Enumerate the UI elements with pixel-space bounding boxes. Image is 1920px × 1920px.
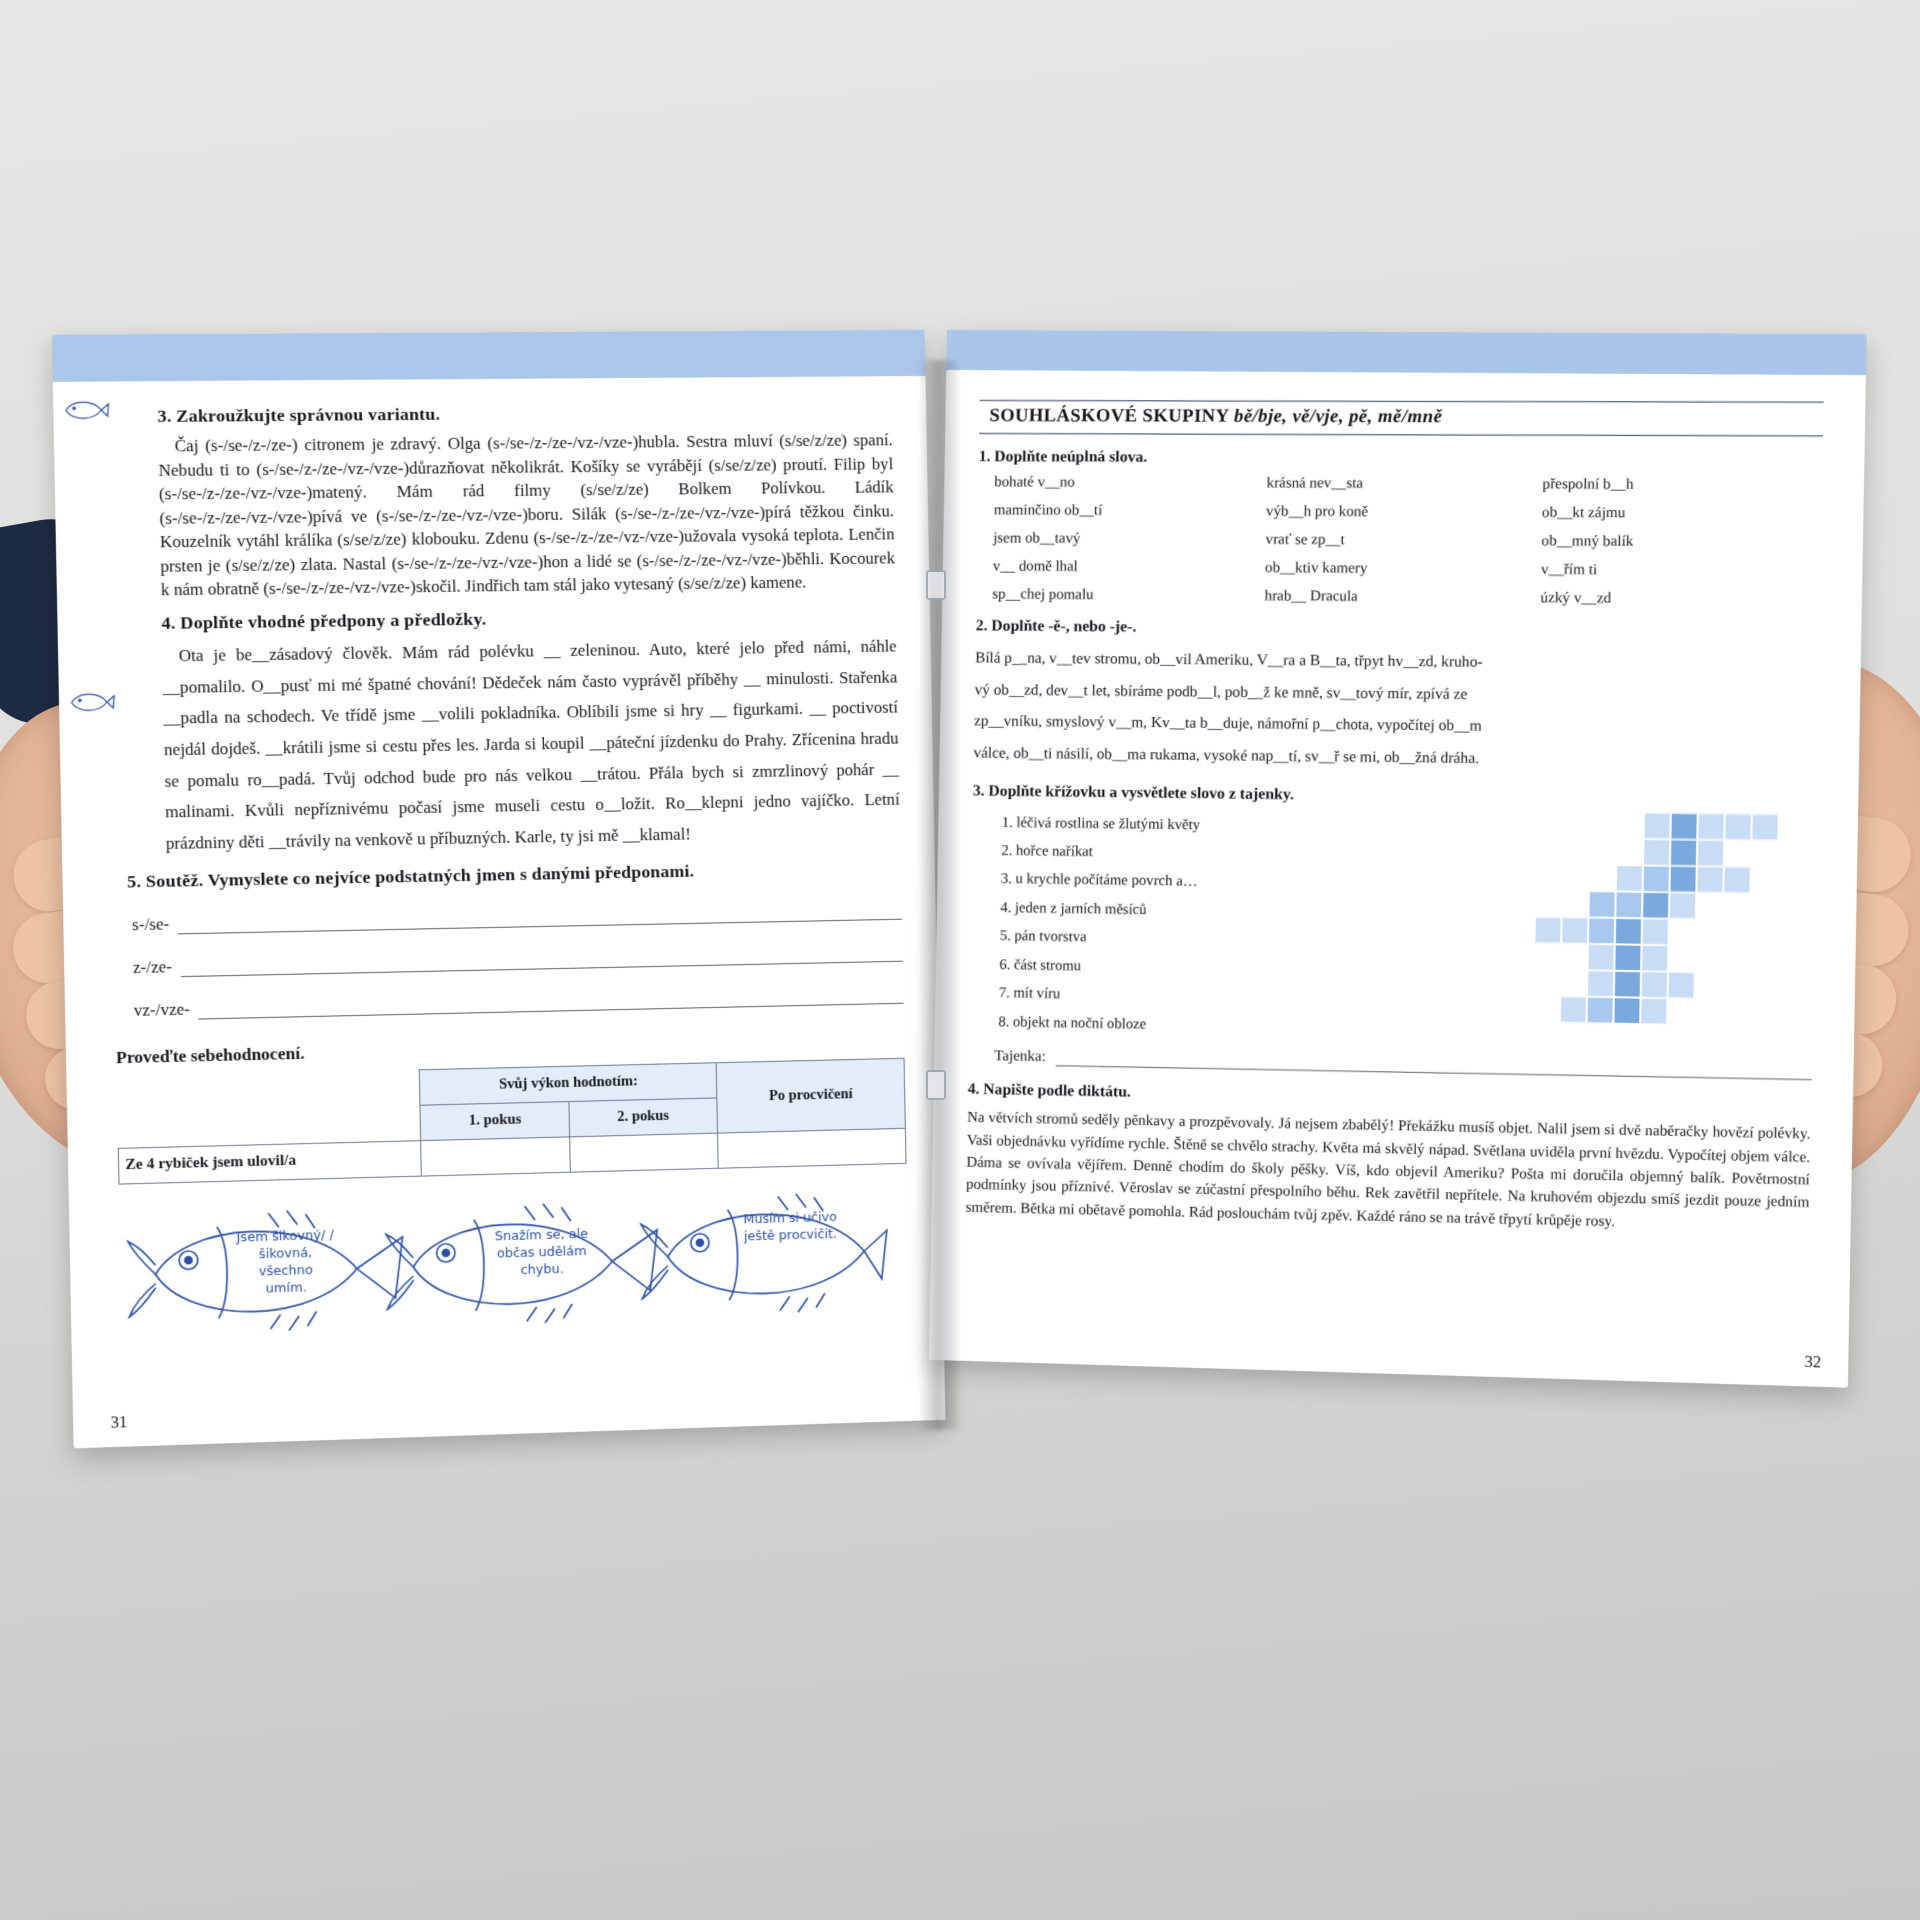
clue-item: 3. u krychle počítáme povrch a… — [1015, 865, 1815, 905]
right-page — [929, 330, 1867, 1388]
crossword-section — [969, 808, 1817, 1051]
open-workbook — [80, 330, 1840, 1440]
self-eval-cell-1[interactable] — [421, 1137, 570, 1176]
task-4-text: Ota je be__zásadový člověk. Mám rád polévku __ zeleninou. Auto, které jelo před námi, náhle __pomalilo. O__pusť mi mé špatné chování! Dědeček nám často vyprávěl příběhy __ minulosti. Stařenka __padla na schodech. Ve třídě jsme __volili pokladníka. Oblíbili jsme si hry __ figurkami. __ poctivostí nejdál dojdeš. __krátili jsme si cestu přes les. Jarda si koupil __páteční jízdenku do Prahy. Zřícenina hradu se pomalu ro__padá. Tvůj odchod bude pro nás velkou __trátou. Přála bych si zmrzlinový pohár __ malinami. Kvůli nepříznivému počasí jsme museli cestu o__ložit. Ro__klepni jedno vajíčko. Letní prázdniny děti __trávily na venkově u příbuzných. Karle, ty jsi mě __klamal! — [162, 636, 900, 854]
book-gutter — [918, 360, 958, 1430]
word-blank[interactable]: ob__mný balík — [1541, 533, 1634, 550]
prefix-answer-row-1[interactable] — [132, 899, 902, 935]
page-number-left: 31 — [110, 1413, 128, 1432]
word-blank[interactable]: krásná nev__sta — [1266, 475, 1364, 492]
word-blank[interactable]: úzký v__zd — [1540, 589, 1612, 607]
text-line: válce, ob__ti násilí, ob__ma rukama, vysoké nap__tí, sv__ř se mi, ob__žná dráha. — [973, 744, 1480, 767]
word-blank[interactable]: ob__ktiv kamery — [1264, 559, 1368, 577]
task-4-title: 4. Doplňte vhodné předpony a předložky. — [161, 608, 487, 633]
prefix-label-2: z-/ze- — [132, 956, 173, 977]
clue-item: 5. pán tvorstva — [1014, 922, 1814, 963]
clue-item: 8. objekt na noční obloze — [1013, 1008, 1813, 1051]
prefix-label-1: s-/se- — [131, 913, 170, 935]
fish-label-1: Jsem šikovný/ /šikovná, všechno umím. — [236, 1226, 334, 1296]
word-blank[interactable]: maminčino ob__tí — [993, 502, 1103, 519]
r-task-4-title: 4. Napište podle diktátu. — [967, 1080, 1132, 1101]
text-line: vý ob__zd, dev__t let, sbíráme podb__l, pob__ž ke mně, sv__tový mír, zpívá ze — [974, 680, 1468, 703]
self-eval-col-1: 1. pokus — [420, 1101, 569, 1140]
prefix-answer-row-2[interactable] — [133, 941, 903, 977]
word-blank[interactable]: v__řím ti — [1540, 561, 1598, 579]
word-blank[interactable]: ob__kt zájmu — [1541, 504, 1626, 522]
dictation-text-block — [965, 1107, 1810, 1238]
answer-rule-1[interactable] — [177, 904, 901, 934]
dictation-text: Na větvích stromů seděly pěnkavy a prozpěvovaly. Já nejsem zbabělý! Překážku musíš objet. Nalil jsem si dvě naběračky hovězí polévky. Vaši objednávku vyřídíme rychle. Štěně se chvělo strachy. Květa má skvělý nápad. Světlana uviděla první hvězdu. Vypočítej objem válce. Dáma se ovívala vějířem. Denně chodím do školy pěšky. Víš, kdo objevil Ameriku? Pošta mi doručila objemný balík. Povětrnostní podmínky jsou příznivé. Věroslav se zúčastní přespolního běhu. Rek zavětřil nepřítele. Na kruhovém objezdu smíš jezdit pouze jedním směrem. Bětka mi obětavě pomohla. Rád poslouchám tvůj zpěv. Každé ráno se na trávě třpytí krůpěje rosy. — [965, 1109, 1811, 1230]
tajenka-row[interactable] — [994, 1048, 1812, 1080]
staple-top — [926, 570, 946, 600]
incomplete-words-grid — [992, 474, 1822, 609]
word-blank[interactable]: výb__h pro koně — [1265, 503, 1369, 521]
word-blank[interactable]: sp__chej pomalu — [992, 586, 1094, 604]
self-eval-fish-row — [119, 1178, 910, 1362]
task-5-title: 5. Soutěž. Vymyslete co nejvíce podstatných jmen s danými předponami. — [126, 860, 695, 892]
left-page-content — [53, 376, 946, 1448]
prefix-label-3: vz-/vze- — [133, 999, 191, 1020]
section-heading-italic: bě/bje, vě/vje, pě, mě/mně — [1233, 406, 1443, 428]
clue-item: 4. jeden z jarních měsíců — [1015, 894, 1815, 935]
page-number-right: 32 — [1804, 1353, 1822, 1372]
fish-bullet-icon — [67, 688, 115, 717]
staple-bottom — [926, 1070, 946, 1100]
crossword-grid[interactable] — [1526, 811, 1810, 1049]
page-top-band — [946, 330, 1866, 375]
page-top-band — [52, 330, 926, 382]
self-eval-col-2: 2. pokus — [569, 1098, 717, 1137]
self-eval-title: Proveďte sebehodnocení. — [115, 1043, 305, 1068]
fish-label-2: Snažím se, ale občas udělám chybu. — [494, 1225, 589, 1277]
task-3-text: Čaj (s-/se-/z-/ze-) citronem je zdravý. Olga (s-/se-/z-/ze-/vz-/vze-)hubla. Sestra mluví (s/se/z/ze) spaní. Nebudu ti to (s-/se-/z-/ze-/vz-/vze-)důrazňovat několikrát. Košíky se vyrábějí (s/se/z/ze) proutí. Filip byl (s-/se-/z-/ze-/vz-/vze-)matený. Mám rád filmy (s/se/z/ze) Bolkem Polívkou. Ládík (s-/se-/z-/ze-/vz-/vze-)pívá ve (s-/se-/z-/ze-/vz-/vze-)boru. Silák (s-/se-/z-/ze-/vz-/vze-)pírá těžkou činku. Kouzelník vytáhl králíka (s/se/z/ze) klobouku. Zdenu (s-/se-/z-/ze-/vz-/vze-)užovala vysoká teplota. Lenčin prsten je (s/se/z/ze) zlata. Nastal (s-/se-/z-/ze-/vz-/vze-)hon a lidé se (s-/se-/z-/ze-/vz-/vze-)běhli. Kocourek k nám obratně (s-/se-/z-/ze-/vz-/vze-)skočil. Jindřich tam stál jako vytesaný (s/se/z/ze) kamene. — [158, 430, 896, 600]
answer-rule-3[interactable] — [198, 988, 903, 1019]
tajenka-label: Tajenka: — [994, 1048, 1047, 1066]
word-blank[interactable]: v__ domě lhal — [992, 558, 1078, 575]
tajenka-rule[interactable] — [1056, 1052, 1812, 1080]
text-line: Bílá p__na, v__tev stromu, ob__vil Ameriku, V__ra a B__ta, třpyt hv__zd, kruho- — [975, 649, 1483, 671]
word-blank[interactable]: vrať se zp__t — [1265, 531, 1345, 549]
self-eval-cell-3[interactable] — [717, 1128, 906, 1168]
left-page — [52, 330, 946, 1448]
section-heading — [979, 400, 1824, 436]
section-heading-text: SOUHLÁSKOVÉ SKUPINY — [989, 406, 1230, 427]
word-blank[interactable]: přespolní b__h — [1542, 476, 1634, 493]
r-task-2-title: 2. Doplňte -ě-, nebo -je-. — [975, 617, 1137, 636]
text-line: zp__vníku, smyslový v__m, Kv__ta b__duje, námořní p__chota, vypočítej ob__m — [974, 712, 1482, 735]
prefix-answer-row-3[interactable] — [134, 983, 904, 1020]
r-task-1-title: 1. Doplňte neúplná slova. — [978, 448, 1148, 466]
word-blank[interactable]: hrab__ Dracula — [1264, 588, 1358, 605]
self-eval-col-3: Po procvičení — [716, 1058, 906, 1133]
fish-label-3: Musím si učivo ještě procvičit. — [743, 1208, 838, 1244]
r-task-3-title: 3. Doplňte křížovku a vysvětlete slovo z tajenky. — [972, 781, 1295, 803]
clue-item: 1. léčivá rostlina se žlutými květy — [1016, 808, 1816, 847]
right-page-content — [929, 378, 1866, 1386]
task-3-title: 3. Zakroužkujte správnou variantu. — [157, 403, 441, 427]
fish-bullet-icon — [61, 396, 109, 425]
word-blank[interactable]: bohaté v__no — [994, 474, 1075, 491]
fill-e-je-text[interactable] — [973, 643, 1819, 777]
self-eval-table — [116, 1058, 906, 1185]
self-eval-cell-2[interactable] — [570, 1133, 718, 1172]
answer-rule-2[interactable] — [180, 946, 903, 976]
self-eval-span-header: Svůj výkon hodnotím: — [420, 1062, 717, 1104]
clue-item: 7. mít víru — [1013, 979, 1813, 1021]
clue-item: 2. hořce naříkat — [1016, 837, 1816, 876]
word-blank[interactable]: jsem ob__tavý — [993, 530, 1081, 547]
self-eval-row-label: Ze 4 rybiček jsem ulovil/a — [118, 1140, 421, 1183]
clue-item: 6. část stromu — [1014, 951, 1814, 993]
